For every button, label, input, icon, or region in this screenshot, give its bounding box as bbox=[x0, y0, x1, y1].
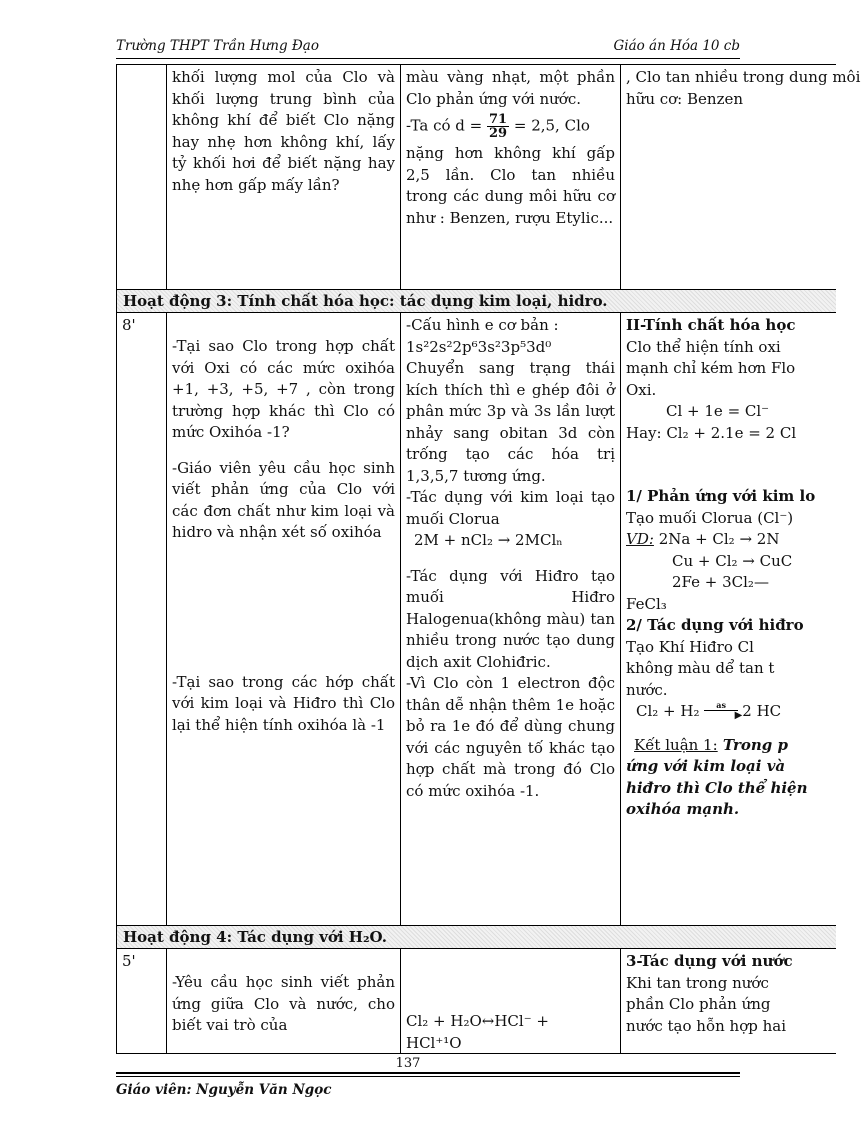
student-text: -Vì Clo còn 1 electron độc thân dễ nhận thêm 1e hoặc bỏ ra 1e đó để dùng chung với các nguyên tố khác tạo hợp chất mà trong đó Clo có mức oxihóa -1. bbox=[406, 674, 615, 800]
page-number: 137 bbox=[395, 1056, 421, 1071]
activity-4-title: Hoạt động 4: Tác dụng với H₂O. bbox=[116, 926, 836, 948]
teacher-question: -Tại sao trong các hớp chất với kim loại và Hiđro thì Clo lại thể hiện tính oxihóa là -1 bbox=[172, 672, 395, 734]
content-cell bbox=[620, 949, 836, 1053]
student-text: Chuyển sang trạng thái kích thích thì e ghép đôi ở phân mức 3p và 3s lần lượt nhảy sang obitan 3d còn trống tạo các hóa trị 1,3,5,7 tương ứng. bbox=[406, 359, 615, 485]
content-line: Tạo muối Clorua (Cl⁻) bbox=[626, 508, 794, 527]
activity-3-title: Hoạt động 3: Tính chất hóa học: tác dụng kim loại, hidro. bbox=[116, 290, 836, 312]
content-line: mạnh chỉ kém hơn Flo bbox=[626, 359, 796, 377]
teacher-question: -Tại sao Clo trong hợp chất với Oxi có các mức oxihóa +1, +3, +5, +7 , còn trong trường hợp khác thì Clo có mức Oxihóa -1? bbox=[172, 337, 395, 441]
student-text: nặng hơn không khí gấp 2,5 lần. Clo tan nhiều trong các dung môi hữu cơ như : Benzen, rượu Etylic... bbox=[406, 144, 615, 227]
content-line: Tạo Khí Hiđro Cl bbox=[626, 637, 754, 656]
student-activity-cell bbox=[400, 65, 620, 289]
hydrogen-equation: Cl₂ + H₂ ▶ as 2 HC bbox=[636, 700, 782, 721]
content-line: Khi tan trong nước bbox=[626, 973, 769, 992]
content-line: Oxi. bbox=[626, 380, 657, 399]
teacher-request: -Giáo viên yêu cầu học sinh viết phản ứng của Clo với các đơn chất như kim loại và hidro và nhận xét số oxihóa bbox=[172, 458, 395, 541]
water-equation: HCl⁺¹O bbox=[406, 1033, 462, 1052]
conclusion-line: ứng với kim loại và bbox=[626, 757, 786, 775]
teacher-activity-cell bbox=[166, 313, 400, 925]
lesson-table bbox=[116, 64, 861, 1054]
conclusion-line: hiđro thì Clo thể hiện bbox=[626, 778, 808, 797]
content-line: không màu dể tan t bbox=[626, 659, 775, 677]
content-line: nước. bbox=[626, 680, 668, 699]
content-text: , Clo tan nhiều trong dung môi hữu cơ: Benzen bbox=[626, 68, 861, 108]
activity-row bbox=[116, 926, 836, 949]
content-cell bbox=[620, 65, 861, 289]
equation: FeCl₃ bbox=[626, 594, 667, 613]
content-line: Clo thể hiện tính oxi bbox=[626, 337, 781, 356]
document-title: Giáo án Hóa 10 cb bbox=[613, 38, 740, 54]
student-activity-cell bbox=[400, 313, 620, 925]
equation: Cu + Cl₂ → CuC bbox=[672, 551, 793, 570]
time-cell: 5' bbox=[116, 949, 166, 1053]
teacher-text: khối lượng mol của Clo và khối lượng trung bình của không khí để biết Clo nặng hay nhẹ hơn không khí, lấy tỷ khối hơi để biết nặng hay nhẹ hơn gấp mấy lần? bbox=[172, 68, 395, 194]
subsection-title: 1/ Phản ứng với kim lo bbox=[626, 487, 816, 505]
teacher-request: -Yêu cầu học sinh viết phản ứng giữa Clo và nước, cho biết vai trò của bbox=[172, 973, 395, 1034]
teacher-activity-cell bbox=[166, 949, 400, 1053]
example-line: VD: 2Na + Cl₂ → 2N bbox=[626, 530, 780, 548]
time-cell: 8' bbox=[116, 313, 166, 925]
footer-teacher: Giáo viên: Nguyễn Văn Ngọc bbox=[116, 1082, 332, 1098]
footer-rule bbox=[116, 1072, 740, 1074]
footer-rule-thin bbox=[116, 1076, 740, 1077]
density-formula: -Ta có d = $\frac{71}{29}$ = 2,5, Clo bbox=[406, 112, 590, 141]
conclusion-line: oxihóa mạnh. bbox=[626, 800, 740, 818]
student-text: -Cấu hình e cơ bản : bbox=[406, 316, 559, 334]
time-cell bbox=[116, 65, 166, 289]
table-row bbox=[116, 313, 836, 926]
table-row bbox=[116, 949, 836, 1054]
student-activity-cell bbox=[400, 949, 620, 1053]
water-equation: Cl₂ + H₂O↔HCl⁻ + bbox=[406, 1012, 549, 1030]
equation: 2Fe + 3Cl₂— bbox=[672, 573, 769, 591]
conclusion: Kết luận 1: Trong p bbox=[634, 735, 788, 754]
metal-equation: 2M + nCl₂ → 2MClₙ bbox=[414, 531, 563, 549]
content-line: nước tạo hỗn hợp hai bbox=[626, 1016, 787, 1035]
section-title: II-Tính chất hóa học bbox=[626, 316, 796, 334]
section-title: 3-Tác dụng với nước bbox=[626, 952, 793, 970]
content-line: phần Clo phản ứng bbox=[626, 995, 771, 1013]
student-text: -Tác dụng với Hiđro tạo muối Hiđro Halogenua(không màu) tan nhiều trong nước tạo dung dịch axit Clohiđric. bbox=[406, 566, 615, 671]
teacher-activity-cell bbox=[166, 65, 400, 289]
electron-config: 1s²2s²2p⁶3s²3p⁵3d⁰ bbox=[406, 337, 552, 356]
page-header bbox=[116, 36, 740, 59]
table-row bbox=[116, 65, 861, 290]
equation: Cl + 1e = Cl⁻ bbox=[666, 402, 770, 420]
activity-row bbox=[116, 290, 836, 313]
equation: Hay: Cl₂ + 2.1e = 2 Cl bbox=[626, 423, 797, 442]
school-name: Trường THPT Trần Hưng Đạo bbox=[116, 38, 319, 54]
fraction: $\frac{71}{29}$ bbox=[489, 112, 508, 141]
content-cell bbox=[620, 313, 836, 925]
student-text: -Tác dụng với kim loại tạo muối Clorua bbox=[406, 488, 615, 528]
subsection-title: 2/ Tác dụng với hiđro bbox=[626, 616, 804, 634]
student-text: màu vàng nhạt, một phần Clo phản ứng với nước. bbox=[406, 68, 615, 108]
